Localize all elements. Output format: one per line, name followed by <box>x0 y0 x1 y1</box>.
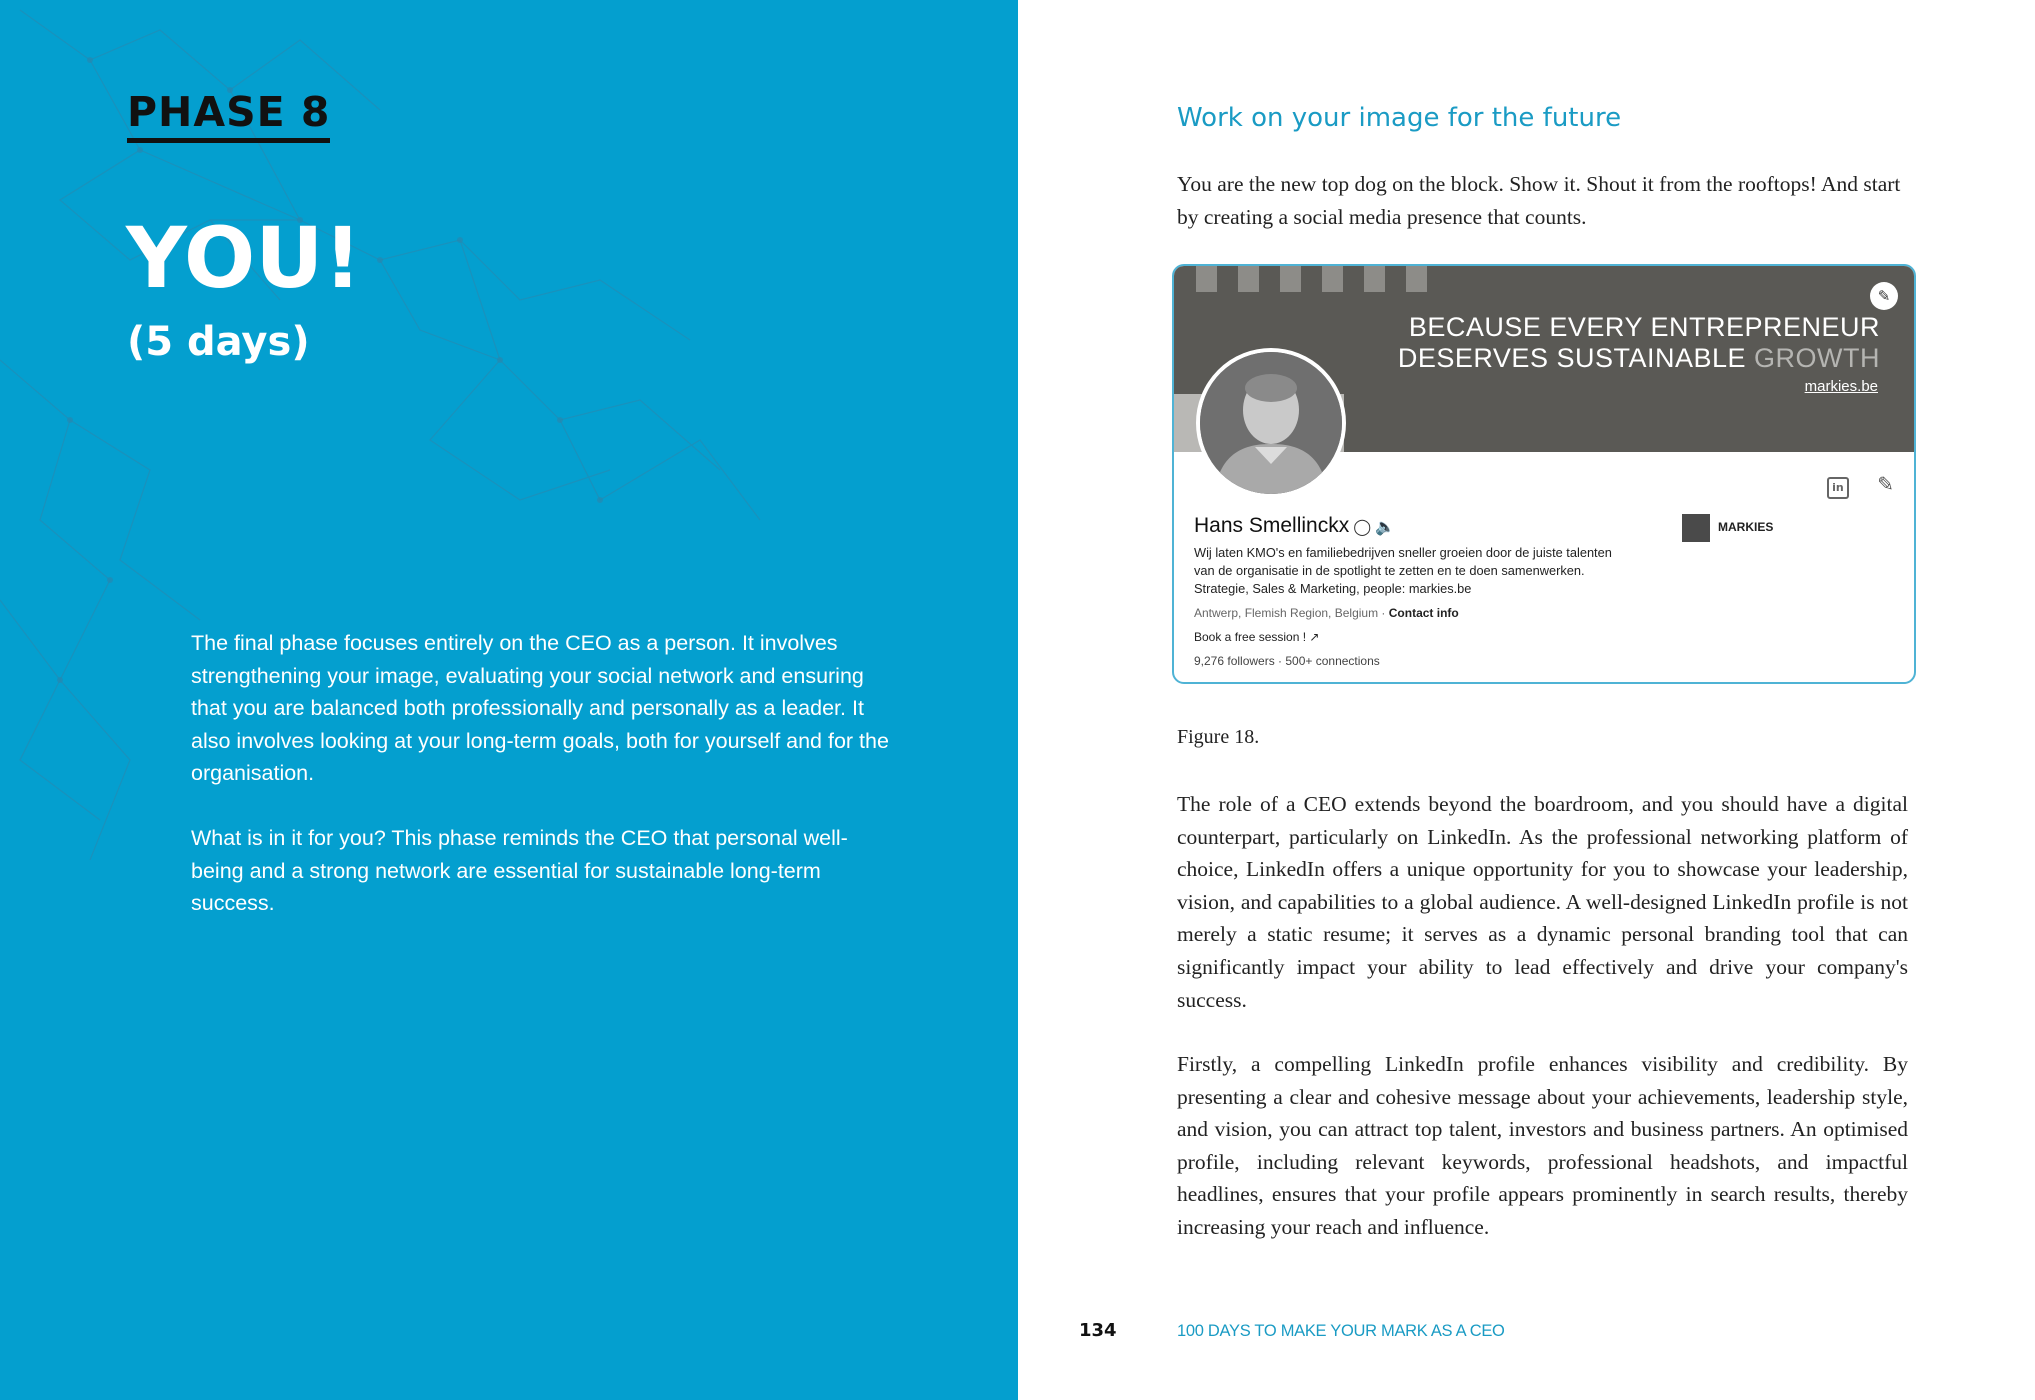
profile-headline: Wij laten KMO's en familiebedrijven sneller groeien door de juiste talenten van de organisatie in de spotlight te zetten en te doen samenwerken. Strategie, Sales & Marketing, people: markies.be <box>1194 545 1612 596</box>
intro-paragraph: What is in it for you? This phase reminds the CEO that personal well-being and a strong network are essential for sustainable long-term success. <box>191 825 848 916</box>
body-paragraph <box>1177 788 1908 1016</box>
profile-actions <box>1805 472 1894 499</box>
profile-location: Antwerp, Flemish Region, Belgium · Contact info <box>1194 606 1459 620</box>
phase-duration: (5 days) <box>127 319 310 365</box>
edit-icon: ✎ <box>1870 282 1898 310</box>
company-badge: MARKIES <box>1682 514 1773 542</box>
body-paragraph <box>1177 1048 1908 1244</box>
company-logo <box>1682 514 1710 542</box>
lead-paragraph <box>1177 168 1908 233</box>
linkedin-profile-figure <box>1172 264 1916 684</box>
pencil-icon: ✎ <box>1877 472 1894 496</box>
tagline-line-2: DESERVES SUSTAINABLE GROWTH <box>1397 343 1880 373</box>
session-link: Book a free session ! ↗ <box>1194 630 1320 644</box>
body-paragraph-text: Firstly, a compelling LinkedIn profile enhances visibility and credibility. By presenting a clear and cohesive message about your achievements, leadership style, and vision, you can attract top talent, investors and business partners. An optimised profile, including relevant keywords, professional headshots, and impactful headlines, ensures that your profile appears prominently in search results, thereby increasing your reach and influence. <box>1177 1052 1908 1239</box>
phase-label: PHASE 8 <box>127 88 330 143</box>
body-paragraph-text: The role of a CEO extends beyond the boardroom, and you should have a digital counterpart, particularly on LinkedIn. As the professional networking platform of choice, LinkedIn offers a unique opportunity for you to showcase your leadership, vision, and capabilities to a global audience. A well-designed LinkedIn profile is not merely a static resume; it serves as a dynamic personal branding tool that can significantly impact your ability to lead effectively and drive your company's success. <box>1177 792 1908 1012</box>
page-number: 134 <box>1079 1320 1117 1341</box>
lead-text: You are the new top dog on the block. Show it. Shout it from the rooftops! And start by creating a social media presence that counts. <box>1177 172 1901 229</box>
external-link-icon: ↗ <box>1309 630 1320 644</box>
banner-tagline <box>1398 312 1880 374</box>
running-title: 100 DAYS TO MAKE YOUR MARK AS A CEO <box>1177 1322 1505 1340</box>
profile-name: Hans Smellinckx ◯ 🔈 <box>1194 514 1396 537</box>
intro-paragraph: The final phase focuses entirely on the CEO as a person. It involves strengthening your image, evaluating your social network and ensuring that you are balanced both professionally and personally as a leader. It also involves looking at your long-term goals, both for yourself and for the organisation. <box>191 631 889 786</box>
phase-intro <box>191 627 891 952</box>
banner-url: markies.be <box>1804 378 1878 395</box>
section-heading: Work on your image for the future <box>1177 103 1622 133</box>
profile-followers: 9,276 followers · 500+ connections <box>1194 654 1380 668</box>
verified-icon: ◯ <box>1353 519 1372 536</box>
contact-info-link: Contact info <box>1388 606 1459 620</box>
phase-title: YOU! <box>126 209 362 307</box>
figure-caption: Figure 18. <box>1177 726 1260 748</box>
tagline-line-1: BECAUSE EVERY ENTREPRENEUR <box>1408 312 1880 342</box>
linkedin-icon: in <box>1827 477 1849 499</box>
avatar <box>1196 348 1346 498</box>
speaker-icon: 🔈 <box>1375 519 1396 536</box>
